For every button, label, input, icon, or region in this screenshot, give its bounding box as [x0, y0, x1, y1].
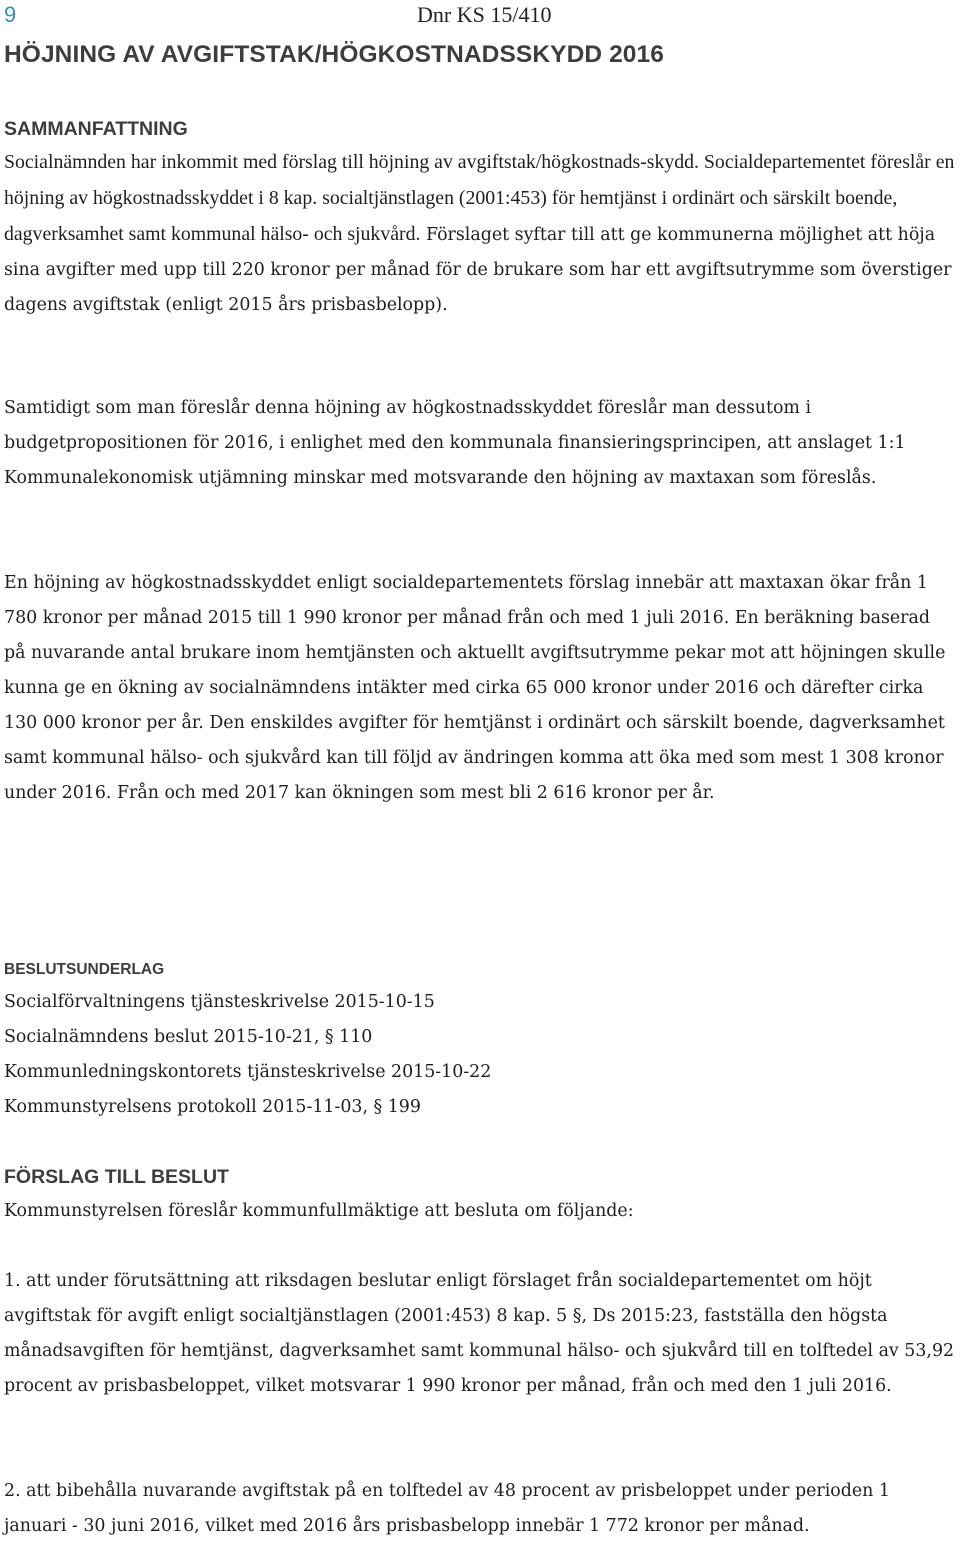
samtidigt-paragraph: Samtidigt som man föreslår denna höjning av högkostnadsskyddet föreslår man dessutom i budgetpropositionen för 2016, i enlighet med den kommunala finansieringsprincipen, att anslaget 1:1 Kommunalekonomisk utjämning minskar med motsvarande den höjning av maxtaxan som föreslås.	[4, 398, 906, 488]
document-reference: Dnr KS 15/410	[417, 2, 552, 27]
page-title: HÖJNING AV AVGIFTSTAK/HÖGKOSTNADSSKYDD 2016	[4, 41, 664, 68]
list-item: Kommunledningskontorets tjänsteskrivelse 2015-10-22	[4, 1062, 492, 1082]
list-item: Socialförvaltningens tjänsteskrivelse 2015-10-15	[4, 992, 435, 1012]
heading-sammanfattning: SAMMANFATTNING	[4, 118, 188, 140]
page-header	[0, 0, 960, 28]
heading-beslutsunderlag: BESLUTSUNDERLAG	[4, 961, 165, 978]
decision-item-1: 1. att under förutsättning att riksdagen beslutar enligt förslaget från socialdepartementet om höjt avgiftstak för avgift enligt socialtjänstlagen (2001:453) 8 kap. 5 §, Ds 2015:23, fastställa den högsta månadsavgiften för hemtjänst, dagverksamhet samt kommunal hälso- och sjukvård till en tolftedel av 53,92 procent av prisbasbeloppet, vilket motsvarar 1 990 kronor per månad, från och med den 1 juli 2016.	[4, 1271, 955, 1396]
summary-paragraph	[4, 145, 956, 323]
en-hojning-paragraph: En höjning av högkostnadsskyddet enligt socialdepartementets förslag innebär att maxtaxan ökar från 1 780 kronor per månad 2015 till 1 990 kronor per månad från och med 1 juli 2016. En beräkning baserad på nuvarande antal brukare inom hemtjänsten och aktuellt avgiftsutrymme pekar mot att höjningen skulle kunna ge en ökning av socialnämndens intäkter med cirka 65 000 kronor under 2016 och därefter cirka 130 000 kronor per år. Den enskildes avgifter för hemtjänst i ordinärt och särskilt boende, dagverksamhet samt kommunal hälso- och sjukvård kan till följd av ändringen komma att öka med som mest 1 308 kronor under 2016. Från och med 2017 kan ökningen som mest bli 2 616 kronor per år.	[4, 573, 946, 803]
list-item: Kommunstyrelsens protokoll 2015-11-03, § 199	[4, 1097, 421, 1117]
summary-text-part1: Socialnämnden har inkommit med förslag till höjning av avgiftstak/högkostnads-skydd. Socialdepartementet föreslår en höjning av högkostnadsskyddet i 8 kap. socialtjänstlagen (2001:453) för hemtjänst i ordinärt och särskilt boende, dagverksamhet samt kommunal hälso- och sjukvård.	[4, 151, 955, 245]
summary-text-part2: Förslaget syftar till att ge kommunerna möjlighet att höja sina avgifter med upp till 220 kronor per månad för de brukare som har ett avgiftsutrymme som överstiger dagens avgiftstak (enligt 2015 års prisbasbelopp).	[4, 225, 952, 315]
beslutsunderlag-list	[4, 985, 491, 1125]
page-number: 9	[4, 2, 17, 27]
forslag-intro: Kommunstyrelsen föreslår kommunfullmäktige att besluta om följande:	[4, 1201, 634, 1221]
decision-item-2: 2. att bibehålla nuvarande avgiftstak på en tolftedel av 48 procent av prisbeloppet under perioden 1 januari - 30 juni 2016, vilket med 2016 års prisbasbelopp innebär 1 772 kronor per månad.	[4, 1481, 890, 1536]
list-item: Socialnämndens beslut 2015-10-21, § 110	[4, 1027, 373, 1047]
heading-forslag-till-beslut: FÖRSLAG TILL BESLUT	[4, 1166, 229, 1188]
